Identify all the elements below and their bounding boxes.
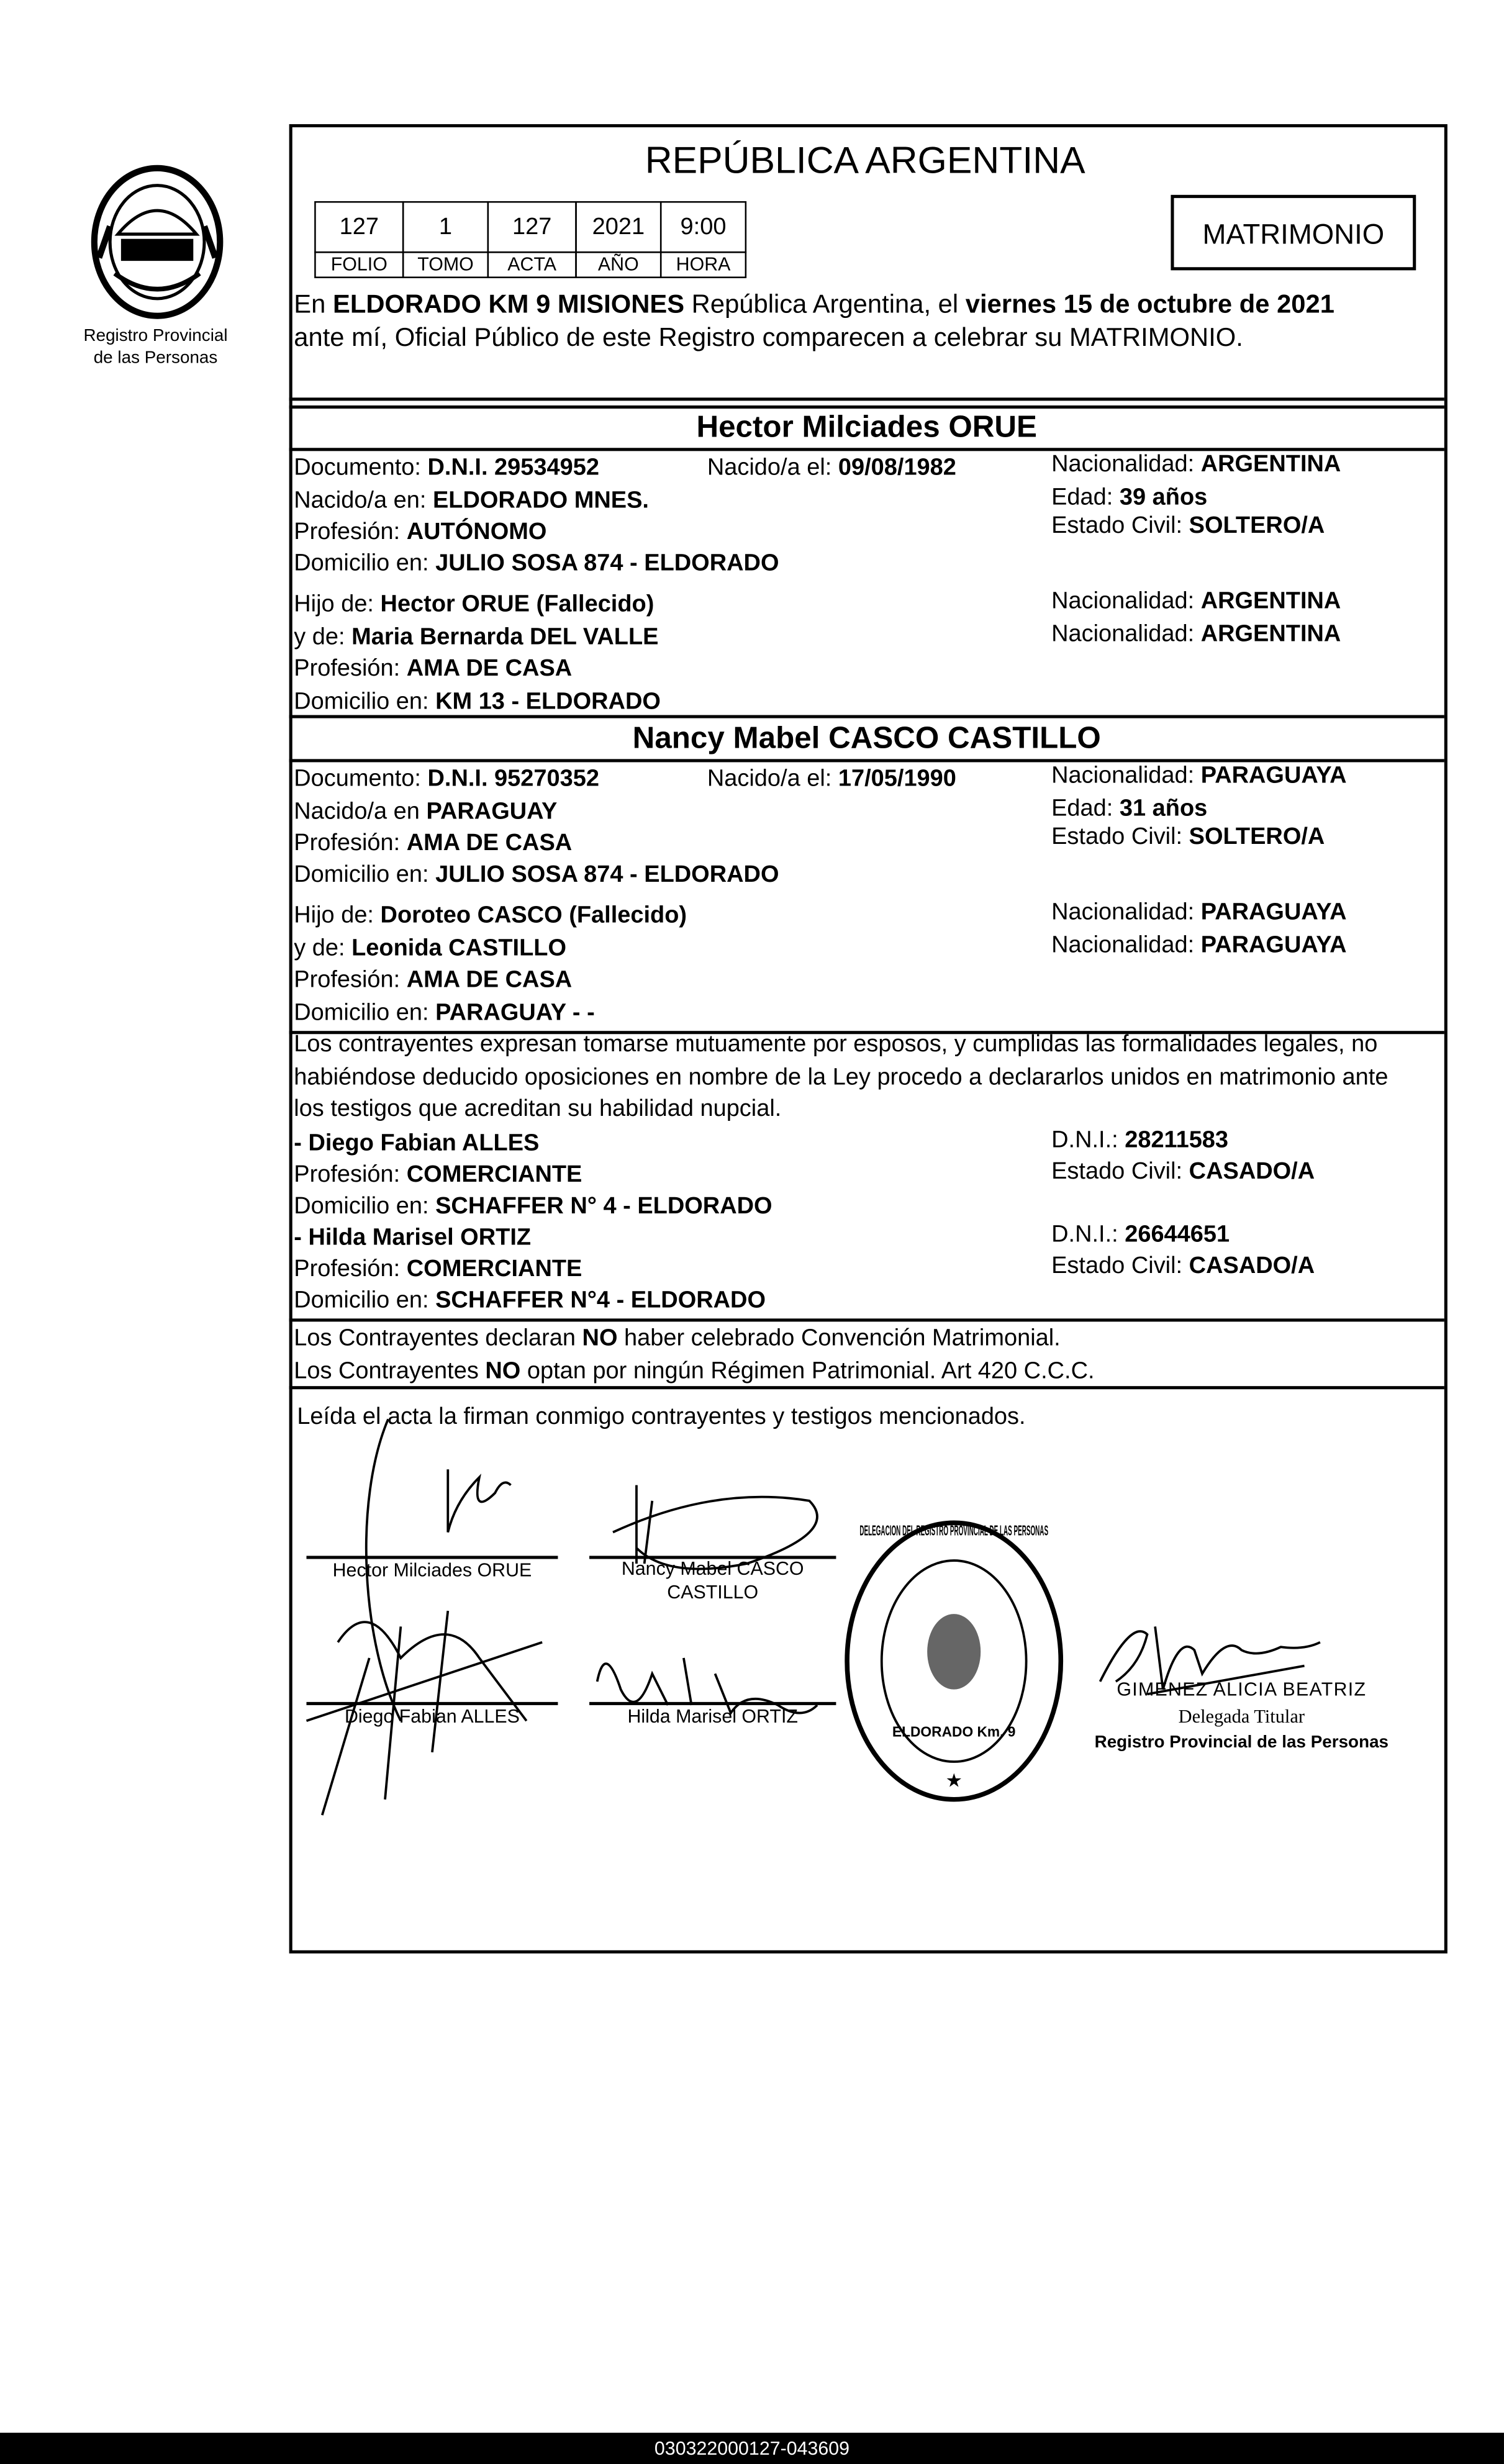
father-nationality-field: Nacionalidad: ARGENTINA xyxy=(1051,587,1341,615)
stamp-text: DELEGACION DEL REGISTRO PROVINCIAL DE LAS PERSONAS xyxy=(859,1522,1049,1539)
mother-profession-field: Profesión: AMA DE CASA xyxy=(294,655,573,682)
witness-dni-field: D.N.I.: 26644651 xyxy=(1051,1221,1230,1248)
signature-label-spouse1: Hector Milciades ORUE xyxy=(332,1559,532,1581)
logo-caption-line2: de las Personas xyxy=(93,348,218,368)
witness-name: - Diego Fabian ALLES xyxy=(294,1130,540,1157)
ceremony-place: ELDORADO KM 9 MISIONES xyxy=(332,291,685,319)
age-field: Edad: 31 años xyxy=(1051,795,1208,822)
documento-field: Documento: D.N.I. 95270352 xyxy=(294,765,599,792)
witness-name: - Hilda Marisel ORTIZ xyxy=(294,1224,532,1251)
misiones-coat-of-arms-logo xyxy=(86,163,228,320)
country-title: REPÚBLICA ARGENTINA xyxy=(645,140,1085,183)
official-name: GIMENEZ ALICIA BEATRIZ xyxy=(1117,1678,1367,1701)
official-block xyxy=(1084,1677,1398,1757)
signature-label-witness1: Diego Fabian ALLES xyxy=(344,1705,520,1728)
record-acta-value: 127 xyxy=(487,201,577,253)
civil-status-field: Estado Civil: SOLTERO/A xyxy=(1051,823,1325,851)
documento-field: Documento: D.N.I. 29534952 xyxy=(294,454,599,481)
svg-text:★: ★ xyxy=(945,1770,963,1791)
stamp-inner-text: ELDORADO Km. 9 xyxy=(892,1723,1016,1740)
witness-profession-field: Profesión: COMERCIANTE xyxy=(294,1161,582,1189)
nationality-field: Nacionalidad: PARAGUAYA xyxy=(1051,762,1347,789)
spouse2-name-heading: Nancy Mabel CASCO CASTILLO xyxy=(632,721,1101,756)
signature-label-spouse2: Nancy Mabel CASCO CASTILLO xyxy=(621,1557,804,1603)
address-field: Domicilio en: JULIO SOSA 874 - ELDORADO xyxy=(294,861,779,888)
profession-field: Profesión: AUTÓNOMO xyxy=(294,519,547,546)
profession-field: Profesión: AMA DE CASA xyxy=(294,830,573,857)
mother-nationality-field: Nacionalidad: PARAGUAYA xyxy=(1051,931,1347,959)
convention-text: Los Contrayentes declaran NO haber celebrado Convención Matrimonial. Los Contrayentes NO optan por ningún Régimen Patrimonial. Art 420 C.C.C. xyxy=(294,1325,1095,1385)
record-tomo-label: TOMO xyxy=(402,251,489,278)
birthplace-field: Nacido/a en PARAGUAY xyxy=(294,798,558,825)
document-code-footer: 030322000127-043609 xyxy=(0,2433,1504,2464)
nationality-field: Nacionalidad: ARGENTINA xyxy=(1051,451,1341,478)
official-title: Delegada Titular xyxy=(1178,1705,1305,1728)
signature-label-witness2: Hilda Marisel ORTIZ xyxy=(627,1705,798,1728)
handwritten-signatures xyxy=(275,1406,872,1831)
mother-profession-field: Profesión: AMA DE CASA xyxy=(294,966,573,994)
record-año-value: 2021 xyxy=(575,201,661,253)
witness-address-field: Domicilio en: SCHAFFER N° 4 - ELDORADO xyxy=(294,1192,772,1220)
father-field: Hijo de: Hector ORUE (Fallecido) xyxy=(294,591,655,618)
witness-dni-field: D.N.I.: 28211583 xyxy=(1051,1126,1229,1154)
age-field: Edad: 39 años xyxy=(1051,484,1208,511)
mother-address-field: Domicilio en: KM 13 - ELDORADO xyxy=(294,688,661,715)
birth-date-field: Nacido/a el: 17/05/1990 xyxy=(707,765,956,792)
ceremony-date: viernes 15 de octubre de 2021 xyxy=(965,291,1335,319)
record-año-label: AÑO xyxy=(575,251,661,278)
mother-address-field: Domicilio en: PARAGUAY - - xyxy=(294,999,595,1026)
mother-nationality-field: Nacionalidad: ARGENTINA xyxy=(1051,620,1341,648)
record-folio-label: FOLIO xyxy=(314,251,404,278)
address-field: Domicilio en: JULIO SOSA 874 - ELDORADO xyxy=(294,550,779,577)
witness-address-field: Domicilio en: SCHAFFER N°4 - ELDORADO xyxy=(294,1287,766,1314)
logo-caption-line1: Registro Provincial xyxy=(83,327,228,346)
signing-statement: Leída el acta la firman conmigo contrayentes y testigos mencionados. xyxy=(297,1403,1026,1431)
record-hora-value: 9:00 xyxy=(660,201,746,253)
declaration-text: Los contrayentes expresan tomarse mutuamente por esposos, y cumplidas las formalidades legales, no habiéndose deducido oposiciones en nombre de la Ley procedo a declararlos unidos en matrimonio ante los testigos que acreditan su habilidad nupcial. xyxy=(294,1031,1388,1122)
birthplace-field: Nacido/a en: ELDORADO MNES. xyxy=(294,487,649,514)
spouse1-name-heading: Hector Milciades ORUE xyxy=(696,410,1037,445)
record-hora-label: HORA xyxy=(660,251,746,278)
birth-date-field: Nacido/a el: 09/08/1982 xyxy=(707,454,956,481)
intro-text: En ELDORADO KM 9 MISIONES República Argentina, el viernes 15 de octubre de 2021 ante mí, Oficial Público de este Registro comparecen a celebrar su MATRIMONIO. xyxy=(294,291,1335,352)
witness-profession-field: Profesión: COMERCIANTE xyxy=(294,1256,582,1283)
mother-field: y de: Leonida CASTILLO xyxy=(294,935,566,962)
record-acta-label: ACTA xyxy=(487,251,577,278)
mother-field: y de: Maria Bernarda DEL VALLE xyxy=(294,623,659,651)
official-stamp-seal xyxy=(841,1516,1069,1807)
record-type-box: MATRIMONIO xyxy=(1171,195,1416,270)
official-org: Registro Provincial de las Personas xyxy=(1094,1733,1389,1752)
record-folio-value: 127 xyxy=(314,201,404,253)
witness-civil-status-field: Estado Civil: CASADO/A xyxy=(1051,1252,1315,1280)
witness-civil-status-field: Estado Civil: CASADO/A xyxy=(1051,1158,1315,1185)
father-field: Hijo de: Doroteo CASCO (Fallecido) xyxy=(294,902,687,929)
father-nationality-field: Nacionalidad: PARAGUAYA xyxy=(1051,899,1347,926)
record-tomo-value: 1 xyxy=(402,201,489,253)
civil-status-field: Estado Civil: SOLTERO/A xyxy=(1051,512,1325,540)
